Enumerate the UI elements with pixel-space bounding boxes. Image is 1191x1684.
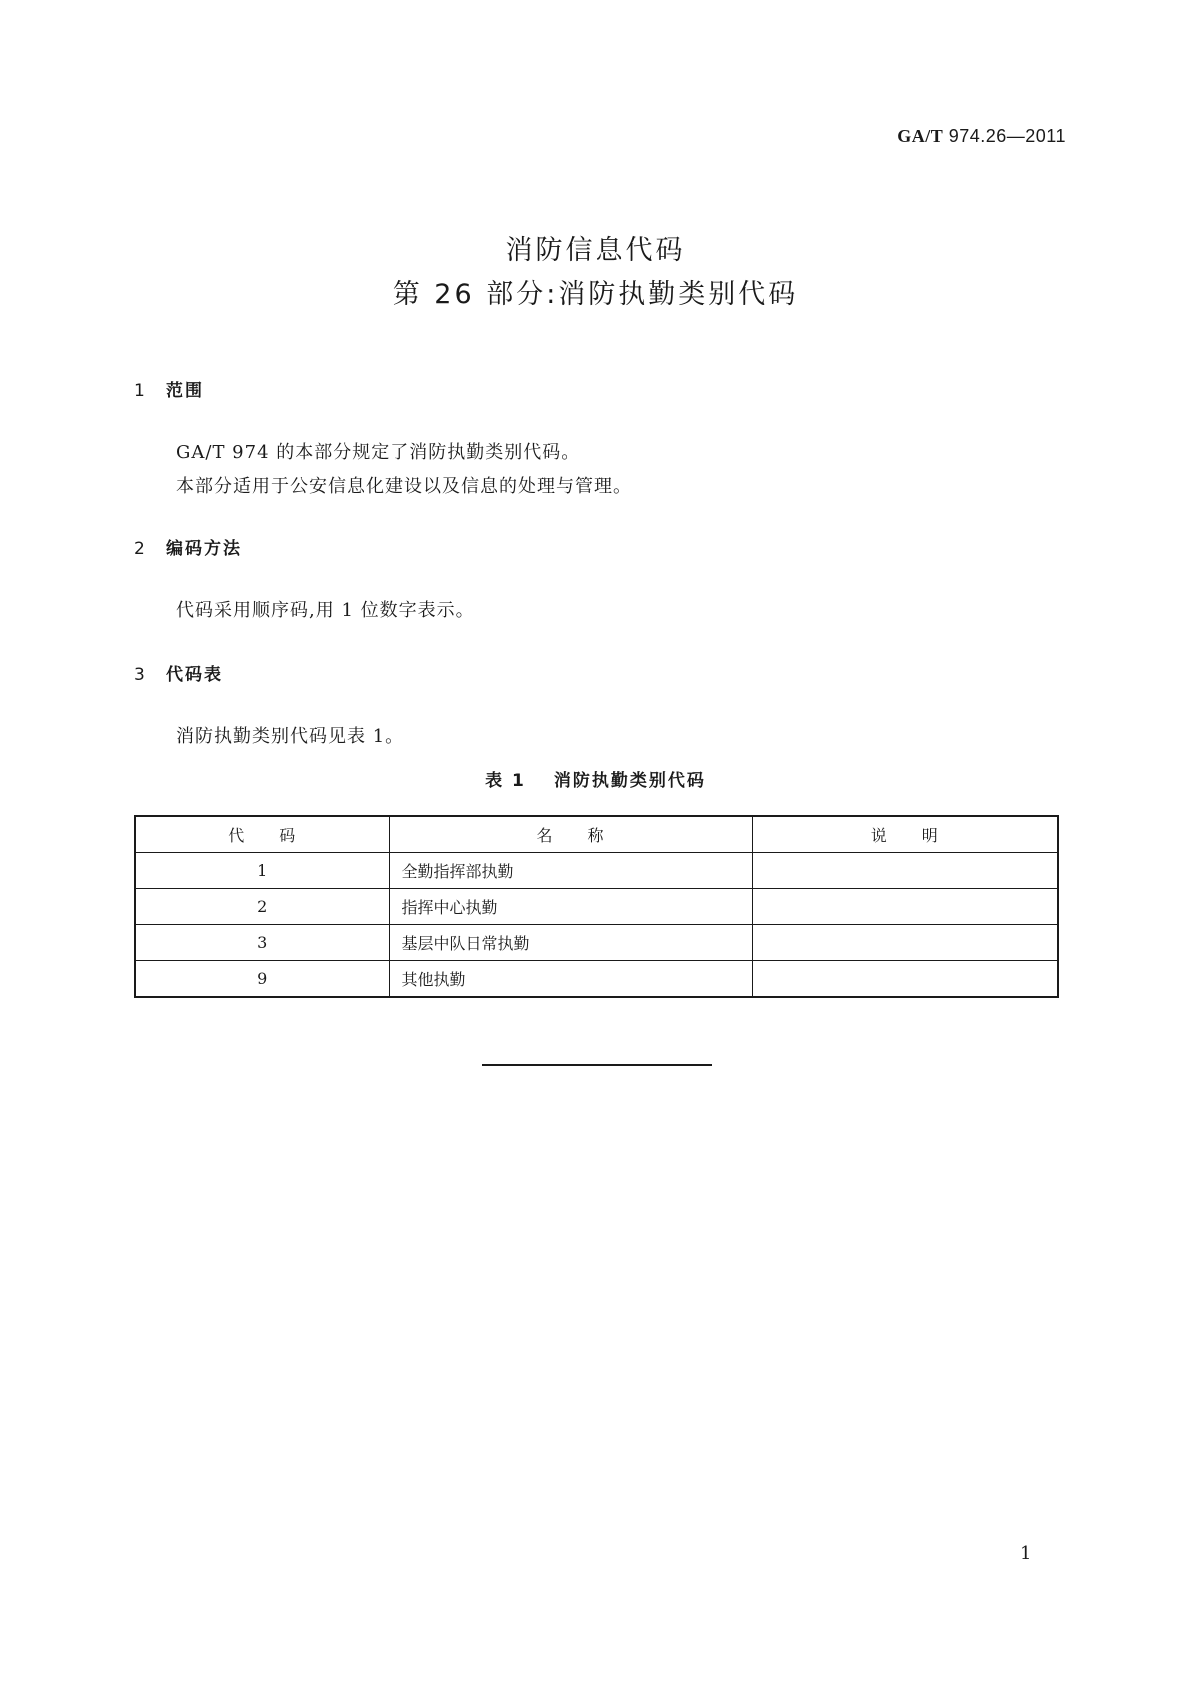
scope-paragraph-1: GA/T 974 的本部分规定了消防执勤类别代码。 [176, 442, 581, 463]
code-cell: 9 [135, 961, 389, 998]
standard-code [897, 126, 1066, 147]
note-cell [752, 925, 1058, 961]
section-number: 3 [134, 665, 147, 685]
name-cell: 指挥中心执勤 [389, 889, 752, 925]
table-row [135, 961, 1058, 998]
standard-prefix: GA/T [897, 126, 944, 146]
column-header-code: 代 码 [135, 816, 389, 853]
document-subtitle: 第 26 部分:消防执勤类别代码 [392, 279, 799, 310]
table-row [135, 925, 1058, 961]
column-header-note: 说 明 [752, 816, 1058, 853]
standard-number: 974.26—2011 [948, 126, 1066, 146]
table-caption-label: 表 1 [485, 771, 526, 791]
page-number: 1 [1020, 1543, 1032, 1564]
table-row [135, 853, 1058, 889]
section-number: 1 [134, 381, 147, 401]
name-cell: 其他执勤 [389, 961, 752, 998]
section-heading-encoding [134, 534, 242, 559]
section-heading-scope [134, 376, 204, 401]
name-cell: 基层中队日常执勤 [389, 925, 752, 961]
section-title: 范围 [166, 381, 204, 401]
table-caption-title: 消防执勤类别代码 [553, 771, 706, 791]
note-cell [752, 961, 1058, 998]
document-title: 消防信息代码 [505, 235, 686, 266]
end-of-document-rule [482, 1064, 712, 1066]
note-cell [752, 853, 1058, 889]
code-cell: 2 [135, 889, 389, 925]
section-number: 2 [134, 539, 147, 559]
section-title: 编码方法 [166, 539, 242, 559]
name-cell: 全勤指挥部执勤 [389, 853, 752, 889]
note-cell [752, 889, 1058, 925]
scope-paragraph-2: 本部分适用于公安信息化建设以及信息的处理与管理。 [176, 476, 632, 497]
code-cell: 1 [135, 853, 389, 889]
column-header-name: 名 称 [389, 816, 752, 853]
table-row [135, 889, 1058, 925]
code-cell: 3 [135, 925, 389, 961]
code-table [134, 815, 1059, 998]
table-header-row [135, 816, 1058, 853]
section-heading-code-table [134, 660, 223, 685]
code-table-paragraph: 消防执勤类别代码见表 1。 [176, 726, 405, 747]
section-title: 代码表 [166, 665, 223, 685]
encoding-paragraph: 代码采用顺序码,用 1 位数字表示。 [176, 600, 475, 621]
table-caption [0, 766, 1191, 791]
